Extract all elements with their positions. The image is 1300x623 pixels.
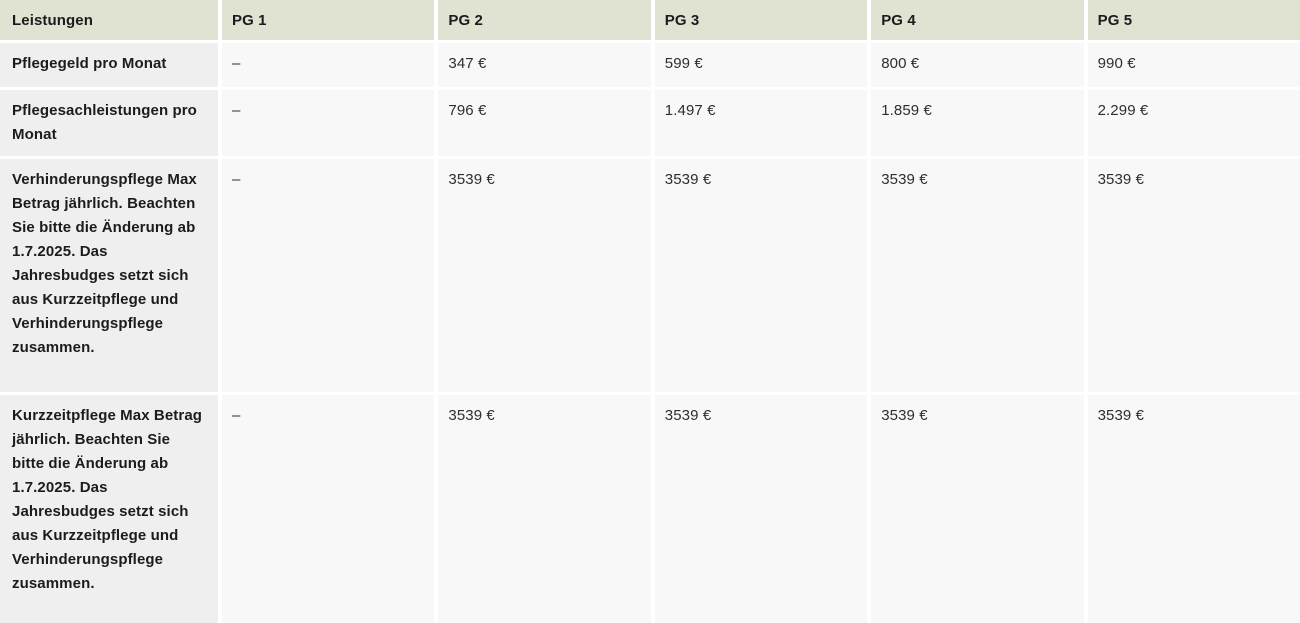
value-kurzzeitpflege-pg5: 3539 € xyxy=(1088,395,1300,623)
row-label-pflegesachleistungen: Pflegesachleistungen pro Monat xyxy=(0,90,218,156)
value-pflegegeld-pg4: 800 € xyxy=(871,43,1083,87)
column-header-pg2: PG 2 xyxy=(438,0,650,40)
column-header-pg5: PG 5 xyxy=(1088,0,1300,40)
value-kurzzeitpflege-pg4: 3539 € xyxy=(871,395,1083,623)
value-pflegegeld-pg2: 347 € xyxy=(438,43,650,87)
value-kurzzeitpflege-pg1: – xyxy=(222,395,434,623)
value-verhinderungspflege-pg1: – xyxy=(222,159,434,392)
value-verhinderungspflege-pg5: 3539 € xyxy=(1088,159,1300,392)
value-kurzzeitpflege-pg2: 3539 € xyxy=(438,395,650,623)
column-header-pg1: PG 1 xyxy=(222,0,434,40)
row-label-kurzzeitpflege: Kurzzeitpflege Max Betrag jährlich. Beachten Sie bitte die Änderung ab 1.7.2025. Das Jahresbudges setzt sich aus Kurzzeitpflege und Verhinderungspflege zusammen. xyxy=(0,395,218,623)
value-verhinderungspflege-pg4: 3539 € xyxy=(871,159,1083,392)
column-header-leistungen: Leistungen xyxy=(0,0,218,40)
row-label-verhinderungspflege: Verhinderungspflege Max Betrag jährlich. Beachten Sie bitte die Änderung ab 1.7.2025. Das Jahresbudges setzt sich aus Kurzzeitpflege und Verhinderungspflege zusammen. xyxy=(0,159,218,392)
row-label-pflegegeld: Pflegegeld pro Monat xyxy=(0,43,218,87)
value-pflegesachleistungen-pg2: 796 € xyxy=(438,90,650,156)
column-header-pg4: PG 4 xyxy=(871,0,1083,40)
value-pflegesachleistungen-pg4: 1.859 € xyxy=(871,90,1083,156)
value-pflegegeld-pg1: – xyxy=(222,43,434,87)
value-verhinderungspflege-pg3: 3539 € xyxy=(655,159,867,392)
value-pflegesachleistungen-pg1: – xyxy=(222,90,434,156)
value-pflegesachleistungen-pg3: 1.497 € xyxy=(655,90,867,156)
value-verhinderungspflege-pg2: 3539 € xyxy=(438,159,650,392)
value-kurzzeitpflege-pg3: 3539 € xyxy=(655,395,867,623)
value-pflegegeld-pg3: 599 € xyxy=(655,43,867,87)
value-pflegegeld-pg5: 990 € xyxy=(1088,43,1300,87)
column-header-pg3: PG 3 xyxy=(655,0,867,40)
value-pflegesachleistungen-pg5: 2.299 € xyxy=(1088,90,1300,156)
